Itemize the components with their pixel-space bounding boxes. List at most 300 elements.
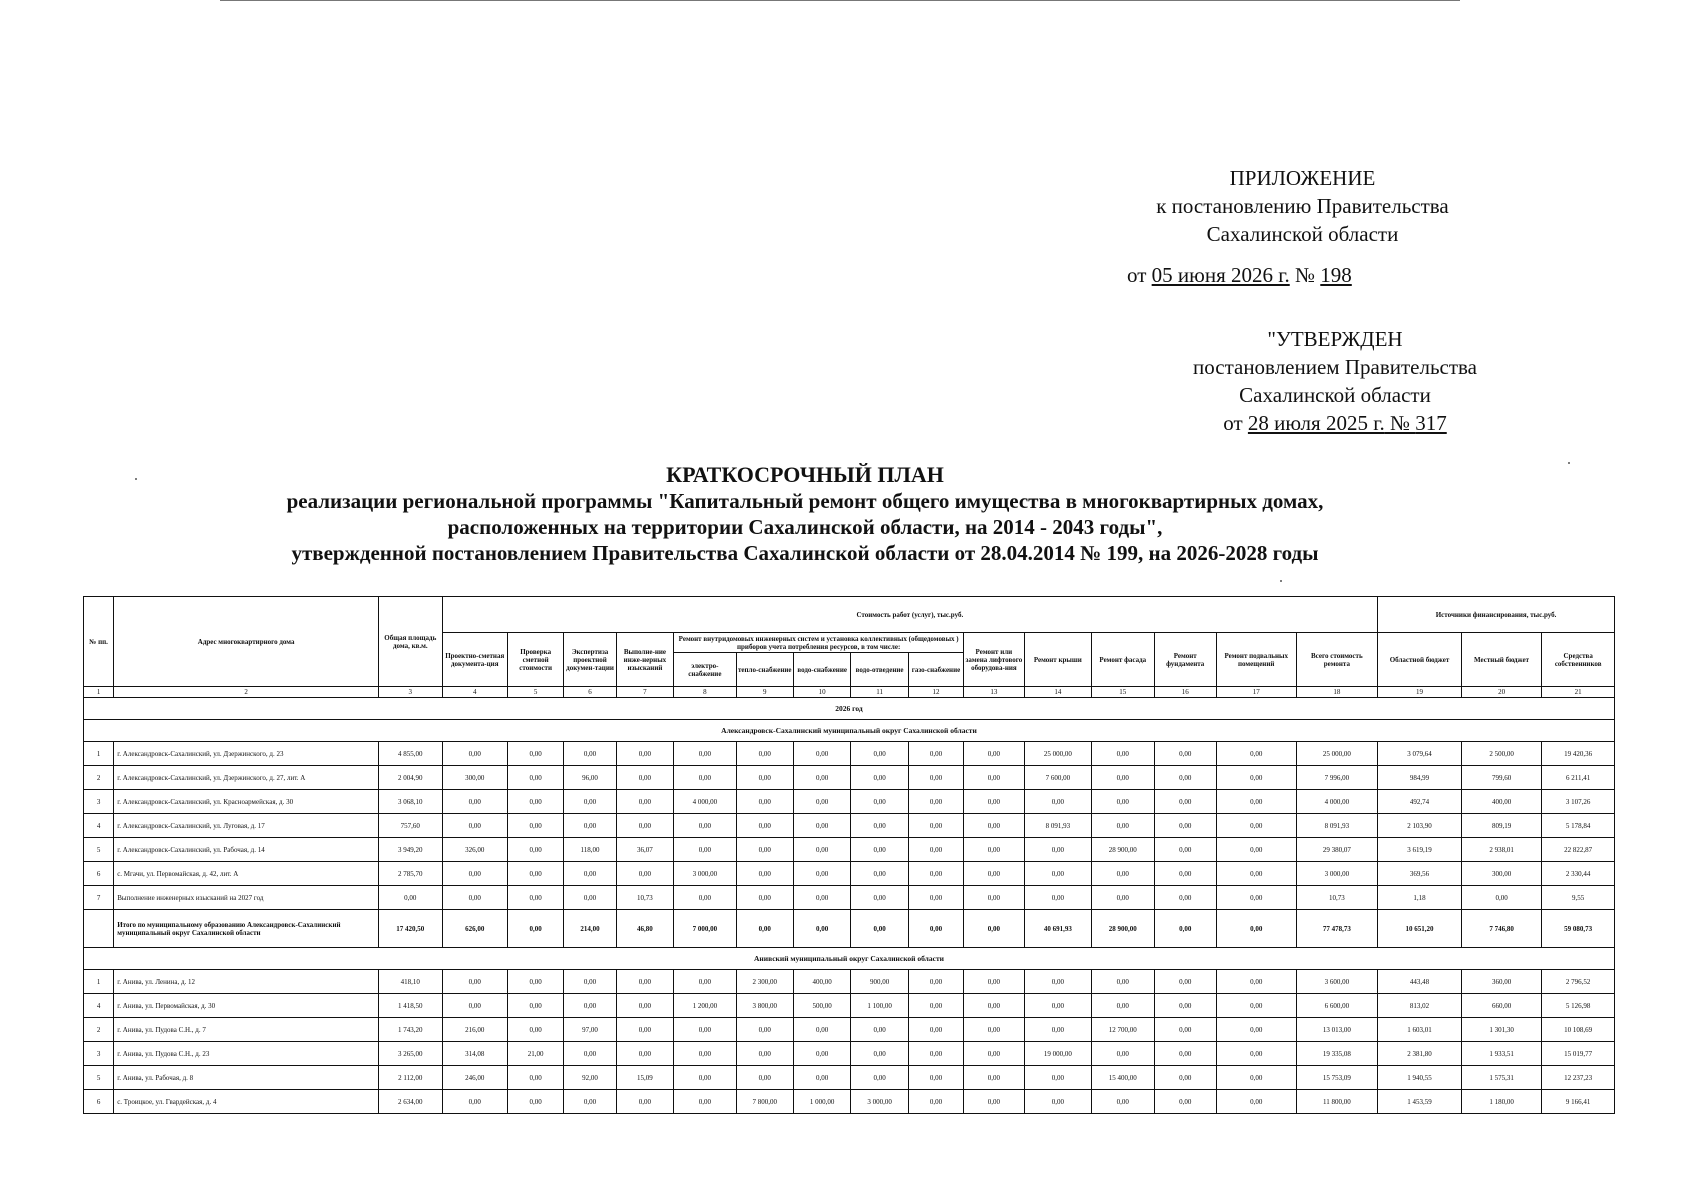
table-row	[84, 838, 1615, 862]
column-number: 14	[1024, 687, 1091, 698]
value-cell: 0,00	[1216, 1042, 1296, 1066]
header-gas: газо-снабжение	[908, 653, 963, 687]
header-design: Проектно-сметная документа-ция	[442, 633, 507, 687]
value-cell: 0,00	[564, 970, 616, 994]
value-cell: 1 000,00	[793, 1090, 850, 1114]
value-cell: 0,00	[564, 1042, 616, 1066]
value-cell: 0,00	[1216, 1090, 1296, 1114]
value-cell: 500,00	[793, 994, 850, 1018]
value-cell: 0,00	[1092, 742, 1154, 766]
column-number: 7	[616, 687, 673, 698]
value-cell	[84, 910, 114, 948]
year-heading-row	[84, 698, 1615, 720]
top-scan-border	[220, 0, 1460, 1]
appendix-line-2: к постановлению Правительства	[1156, 194, 1449, 218]
value-cell: 0,00	[1024, 1066, 1091, 1090]
value-cell: 0,00	[507, 994, 563, 1018]
value-cell: 15,09	[616, 1066, 673, 1090]
title-line-2: реализации региональной программы "Капитальный ремонт общего имущества в многоквартирных домах,	[286, 489, 1324, 513]
header-engineering-group: Ремонт внутридомовых инженерных систем и установка коллективных (общедомовых ) приборов учета потребления ресурсов, в том числе:	[674, 633, 964, 653]
value-cell: 21,00	[507, 1042, 563, 1066]
value-cell: 1 453,59	[1378, 1090, 1462, 1114]
value-cell: 0,00	[1024, 994, 1091, 1018]
value-cell: 0,00	[964, 790, 1024, 814]
table-row	[84, 766, 1615, 790]
value-cell: 5 126,98	[1542, 994, 1615, 1018]
value-cell: 7 600,00	[1024, 766, 1091, 790]
value-cell: 0,00	[793, 790, 850, 814]
value-cell: 0,00	[736, 814, 793, 838]
value-cell: 300,00	[442, 766, 507, 790]
column-number: 12	[908, 687, 963, 698]
column-number: 10	[793, 687, 850, 698]
value-cell: 0,00	[736, 886, 793, 910]
value-cell: 0,00	[1024, 862, 1091, 886]
value-cell: 19 335,08	[1296, 1042, 1378, 1066]
column-number: 21	[1542, 687, 1615, 698]
approved-date: 28 июля 2025 г.	[1247, 411, 1385, 435]
value-cell: 1 933,51	[1461, 1042, 1542, 1066]
value-cell: 19 000,00	[1024, 1042, 1091, 1066]
header-total-cost: Всего стоимость ремонта	[1296, 633, 1378, 687]
approved-line-3: Сахалинской области	[1239, 383, 1431, 407]
value-cell: 0,00	[736, 1042, 793, 1066]
value-cell: 9 166,41	[1542, 1090, 1615, 1114]
value-cell: 0,00	[908, 970, 963, 994]
appendix-heading: ПРИЛОЖЕНИЕ	[1229, 166, 1376, 190]
header-finance-group: Источники финансирования, тыс.руб.	[1378, 597, 1615, 633]
value-cell: 0,00	[507, 862, 563, 886]
value-cell: 0,00	[736, 862, 793, 886]
appendix-number: 198	[1320, 263, 1352, 287]
value-cell: 4	[84, 814, 114, 838]
value-cell: 0,00	[1092, 1042, 1154, 1066]
section-heading-aleksandrovsk: Александровск-Сахалинский муниципальный округ Сахалинской области	[84, 720, 1615, 742]
value-cell: 0,00	[1024, 790, 1091, 814]
column-number: 8	[674, 687, 736, 698]
value-cell: 0,00	[908, 1090, 963, 1114]
title-line-4: утвержденной постановлением Правительства Сахалинской области от 28.04.2014 № 199, на 2026-2028 годы	[291, 541, 1319, 565]
year-heading: 2026 год	[84, 698, 1615, 720]
appendix-block	[1085, 164, 1520, 248]
value-cell: 7	[84, 886, 114, 910]
title-line-3: расположенных на территории Сахалинской области, на 2014 - 2043 годы",	[447, 515, 1163, 539]
value-cell: 3 000,00	[1296, 862, 1378, 886]
table-row	[84, 1066, 1615, 1090]
value-cell: 0,00	[793, 814, 850, 838]
value-cell: 0,00	[1092, 814, 1154, 838]
address-cell: г. Александровск-Сахалинский, ул. Красноармейская, д. 30	[114, 790, 379, 814]
approved-block	[1140, 325, 1530, 437]
section-heading-aniva: Анивский муниципальный округ Сахалинской области	[84, 948, 1615, 970]
value-cell: 1 200,00	[674, 994, 736, 1018]
value-cell: 1 180,00	[1461, 1090, 1542, 1114]
value-cell: 0,00	[564, 886, 616, 910]
value-cell: 1	[84, 970, 114, 994]
value-cell: 0,00	[908, 766, 963, 790]
value-cell: 0,00	[1154, 1066, 1216, 1090]
value-cell: 0,00	[674, 766, 736, 790]
header-facade: Ремонт фасада	[1092, 633, 1154, 687]
value-cell: 0,00	[507, 742, 563, 766]
value-cell: 0,00	[507, 1066, 563, 1090]
value-cell: 12 700,00	[1092, 1018, 1154, 1042]
value-cell: 1	[84, 742, 114, 766]
total-row	[84, 910, 1615, 948]
section-heading-aniva-row	[84, 948, 1615, 970]
value-cell: 3 800,00	[736, 994, 793, 1018]
address-cell: с. Мгачи, ул. Первомайская, д. 42, лит. А	[114, 862, 379, 886]
value-cell: 3 600,00	[1296, 970, 1378, 994]
value-cell: 0,00	[851, 910, 908, 948]
value-cell: 0,00	[379, 886, 442, 910]
value-cell: 3 619,19	[1378, 838, 1462, 862]
value-cell: 0,00	[442, 994, 507, 1018]
value-cell: 300,00	[1461, 862, 1542, 886]
value-cell: 0,00	[793, 1066, 850, 1090]
value-cell: 0,00	[1461, 886, 1542, 910]
value-cell: 0,00	[964, 1090, 1024, 1114]
table-row	[84, 886, 1615, 910]
value-cell: 0,00	[564, 1090, 616, 1114]
document-title	[130, 462, 1480, 566]
appendix-date-line	[1127, 263, 1352, 288]
header-sewer: водо-отведение	[851, 653, 908, 687]
value-cell: 0,00	[964, 886, 1024, 910]
value-cell: 0,00	[1216, 790, 1296, 814]
column-number: 11	[851, 687, 908, 698]
value-cell: 0,00	[1024, 970, 1091, 994]
appendix-number-prefix: №	[1289, 263, 1321, 287]
value-cell: 0,00	[964, 838, 1024, 862]
value-cell: 216,00	[442, 1018, 507, 1042]
value-cell: 0,00	[507, 1090, 563, 1114]
value-cell: 0,00	[1154, 1090, 1216, 1114]
value-cell: 0,00	[616, 814, 673, 838]
value-cell: 0,00	[851, 790, 908, 814]
header-area: Общая площадь дома, кв.м.	[379, 597, 442, 687]
value-cell: 6 211,41	[1542, 766, 1615, 790]
table-row	[84, 1090, 1615, 1114]
header-num: № пп.	[84, 597, 114, 687]
value-cell: 3 068,10	[379, 790, 442, 814]
column-number: 4	[442, 687, 507, 698]
value-cell: 0,00	[507, 970, 563, 994]
value-cell: 0,00	[616, 970, 673, 994]
value-cell: 5	[84, 838, 114, 862]
value-cell: 492,74	[1378, 790, 1462, 814]
value-cell: 0,00	[964, 1042, 1024, 1066]
value-cell: 0,00	[1154, 862, 1216, 886]
value-cell: 0,00	[507, 814, 563, 838]
value-cell: 0,00	[1024, 886, 1091, 910]
value-cell: 2 785,70	[379, 862, 442, 886]
value-cell: 0,00	[507, 790, 563, 814]
plan-table	[83, 596, 1615, 1114]
value-cell: 0,00	[674, 1066, 736, 1090]
approved-date-prefix: от	[1223, 411, 1248, 435]
table-row	[84, 994, 1615, 1018]
value-cell: 19 420,36	[1542, 742, 1615, 766]
value-cell: 0,00	[851, 1042, 908, 1066]
value-cell: 0,00	[964, 970, 1024, 994]
value-cell: 0,00	[736, 766, 793, 790]
value-cell: 2 103,90	[1378, 814, 1462, 838]
value-cell: 0,00	[442, 970, 507, 994]
address-cell: г. Анива, ул. Пудова С.Н., д. 23	[114, 1042, 379, 1066]
value-cell: 813,02	[1378, 994, 1462, 1018]
value-cell: 11 800,00	[1296, 1090, 1378, 1114]
value-cell: 0,00	[908, 862, 963, 886]
value-cell: 92,00	[564, 1066, 616, 1090]
value-cell: 626,00	[442, 910, 507, 948]
value-cell: 1 418,50	[379, 994, 442, 1018]
address-cell: г. Анива, ул. Первомайская, д. 30	[114, 994, 379, 1018]
value-cell: 8 091,93	[1024, 814, 1091, 838]
header-water: водо-снабжение	[793, 653, 850, 687]
value-cell: 1 575,31	[1461, 1066, 1542, 1090]
value-cell: 97,00	[564, 1018, 616, 1042]
value-cell: 0,00	[507, 910, 563, 948]
value-cell: 0,00	[564, 790, 616, 814]
table-row	[84, 814, 1615, 838]
value-cell: 0,00	[964, 742, 1024, 766]
value-cell: 0,00	[964, 814, 1024, 838]
header-surveys: Выполне-ние инже-нерных изысканий	[616, 633, 673, 687]
table-row	[84, 970, 1615, 994]
address-cell: г. Анива, ул. Ленина, д. 12	[114, 970, 379, 994]
address-cell: г. Александровск-Сахалинский, ул. Луговая, д. 17	[114, 814, 379, 838]
value-cell: 0,00	[1154, 970, 1216, 994]
value-cell: 0,00	[1216, 1066, 1296, 1090]
value-cell: 799,60	[1461, 766, 1542, 790]
value-cell: 1 603,01	[1378, 1018, 1462, 1042]
value-cell: 0,00	[793, 766, 850, 790]
value-cell: 2	[84, 1018, 114, 1042]
value-cell: 0,00	[964, 1018, 1024, 1042]
value-cell: 5	[84, 1066, 114, 1090]
value-cell: 0,00	[736, 790, 793, 814]
value-cell: 96,00	[564, 766, 616, 790]
value-cell: 28 900,00	[1092, 910, 1154, 948]
column-number: 13	[964, 687, 1024, 698]
value-cell: 0,00	[616, 790, 673, 814]
plan-table-body	[84, 698, 1615, 1114]
value-cell: 3	[84, 790, 114, 814]
value-cell: 10,73	[616, 886, 673, 910]
value-cell: 5 178,84	[1542, 814, 1615, 838]
value-cell: 0,00	[507, 886, 563, 910]
approved-number-prefix: №	[1384, 411, 1416, 435]
value-cell: 0,00	[851, 1066, 908, 1090]
value-cell: 3 079,64	[1378, 742, 1462, 766]
value-cell: 7 800,00	[736, 1090, 793, 1114]
value-cell: 10,73	[1296, 886, 1378, 910]
value-cell: 0,00	[851, 1018, 908, 1042]
value-cell: 15 753,09	[1296, 1066, 1378, 1090]
value-cell: 0,00	[1216, 766, 1296, 790]
value-cell: 0,00	[442, 1090, 507, 1114]
header-foundation: Ремонт фундамента	[1154, 633, 1216, 687]
column-number: 6	[564, 687, 616, 698]
value-cell: 0,00	[908, 790, 963, 814]
value-cell: 0,00	[674, 742, 736, 766]
value-cell: 3 265,00	[379, 1042, 442, 1066]
value-cell: 0,00	[1154, 766, 1216, 790]
value-cell: 28 900,00	[1092, 838, 1154, 862]
approved-date-line	[1140, 409, 1530, 437]
value-cell: 0,00	[736, 742, 793, 766]
header-electric: электро-снабжение	[674, 653, 736, 687]
value-cell: 0,00	[1216, 814, 1296, 838]
value-cell: 0,00	[851, 766, 908, 790]
table-row	[84, 790, 1615, 814]
value-cell: 0,00	[851, 742, 908, 766]
scan-speck	[1568, 462, 1570, 464]
column-numbers-row	[84, 687, 1615, 698]
value-cell: 29 380,07	[1296, 838, 1378, 862]
value-cell: 118,00	[564, 838, 616, 862]
value-cell: 2 381,80	[1378, 1042, 1462, 1066]
value-cell: 400,00	[793, 970, 850, 994]
value-cell: 0,00	[908, 1018, 963, 1042]
column-number: 17	[1216, 687, 1296, 698]
value-cell: 0,00	[674, 838, 736, 862]
value-cell: 1,18	[1378, 886, 1462, 910]
value-cell: 0,00	[1216, 742, 1296, 766]
value-cell: 0,00	[964, 994, 1024, 1018]
column-number: 20	[1461, 687, 1542, 698]
value-cell: 0,00	[1024, 1090, 1091, 1114]
value-cell: 4	[84, 994, 114, 1018]
value-cell: 0,00	[442, 886, 507, 910]
value-cell: 0,00	[964, 910, 1024, 948]
appendix-line-3: Сахалинской области	[1206, 222, 1399, 246]
value-cell: 0,00	[793, 1018, 850, 1042]
value-cell: 2 300,00	[736, 970, 793, 994]
value-cell: 0,00	[507, 766, 563, 790]
value-cell: 0,00	[1092, 970, 1154, 994]
value-cell: 0,00	[1216, 1018, 1296, 1042]
value-cell: 0,00	[674, 1018, 736, 1042]
column-number: 5	[507, 687, 563, 698]
value-cell: 3 949,20	[379, 838, 442, 862]
value-cell: 214,00	[564, 910, 616, 948]
column-number: 1	[84, 687, 114, 698]
value-cell: 46,80	[616, 910, 673, 948]
value-cell: 0,00	[1216, 910, 1296, 948]
value-cell: 660,00	[1461, 994, 1542, 1018]
column-number: 9	[736, 687, 793, 698]
value-cell: 17 420,50	[379, 910, 442, 948]
value-cell: 0,00	[1154, 1042, 1216, 1066]
value-cell: 22 822,87	[1542, 838, 1615, 862]
value-cell: 0,00	[1216, 994, 1296, 1018]
value-cell: 0,00	[616, 1018, 673, 1042]
section-heading-aleksandrovsk-row	[84, 720, 1615, 742]
value-cell: 0,00	[793, 838, 850, 862]
header-basement: Ремонт подвальных помещений	[1216, 633, 1296, 687]
value-cell: 809,19	[1461, 814, 1542, 838]
value-cell: 0,00	[908, 886, 963, 910]
value-cell: 418,10	[379, 970, 442, 994]
column-number: 3	[379, 687, 442, 698]
address-cell: с. Троицкое, ул. Гвардейская, д. 4	[114, 1090, 379, 1114]
value-cell: 400,00	[1461, 790, 1542, 814]
value-cell: 40 691,93	[1024, 910, 1091, 948]
value-cell: 6 600,00	[1296, 994, 1378, 1018]
value-cell: 0,00	[442, 862, 507, 886]
address-cell: г. Анива, ул. Пудова С.Н., д. 7	[114, 1018, 379, 1042]
address-cell: г. Александровск-Сахалинский, ул. Рабочая, д. 14	[114, 838, 379, 862]
value-cell: 360,00	[1461, 970, 1542, 994]
value-cell: 0,00	[793, 1042, 850, 1066]
value-cell: 2 112,00	[379, 1066, 442, 1090]
value-cell: 0,00	[908, 838, 963, 862]
value-cell: 12 237,23	[1542, 1066, 1615, 1090]
header-check: Проверка сметной стоимости	[507, 633, 563, 687]
value-cell: 369,56	[1378, 862, 1462, 886]
value-cell: 0,00	[564, 742, 616, 766]
value-cell: 9,55	[1542, 886, 1615, 910]
column-number: 18	[1296, 687, 1378, 698]
value-cell: 0,00	[1216, 862, 1296, 886]
column-number: 15	[1092, 687, 1154, 698]
table-row	[84, 862, 1615, 886]
value-cell: 0,00	[674, 970, 736, 994]
table-row	[84, 742, 1615, 766]
value-cell: 1 940,55	[1378, 1066, 1462, 1090]
value-cell: 3 000,00	[851, 1090, 908, 1114]
value-cell: 0,00	[1154, 814, 1216, 838]
header-regional: Областной бюджет	[1378, 633, 1462, 687]
value-cell: 25 000,00	[1296, 742, 1378, 766]
value-cell: 0,00	[1092, 1090, 1154, 1114]
value-cell: 2 938,01	[1461, 838, 1542, 862]
value-cell: 0,00	[674, 1042, 736, 1066]
address-cell: г. Александровск-Сахалинский, ул. Дзержинского, д. 27, лит. А	[114, 766, 379, 790]
value-cell: 2 634,00	[379, 1090, 442, 1114]
header-heat: тепло-снабжение	[736, 653, 793, 687]
value-cell: 0,00	[908, 1042, 963, 1066]
address-cell: Выполнение инженерных изысканий на 2027 год	[114, 886, 379, 910]
value-cell: 0,00	[1154, 742, 1216, 766]
value-cell: 0,00	[908, 814, 963, 838]
header-cost-group: Стоимость работ (услуг), тыс.руб.	[442, 597, 1378, 633]
value-cell: 0,00	[1216, 838, 1296, 862]
value-cell: 36,07	[616, 838, 673, 862]
value-cell: 0,00	[1092, 766, 1154, 790]
value-cell: 7 000,00	[674, 910, 736, 948]
value-cell: 0,00	[736, 1018, 793, 1042]
value-cell: 2 004,90	[379, 766, 442, 790]
value-cell: 25 000,00	[1024, 742, 1091, 766]
value-cell: 0,00	[964, 1066, 1024, 1090]
title-main: КРАТКОСРОЧНЫЙ ПЛАН	[666, 462, 944, 487]
appendix-date: 05 июня 2026 г.	[1151, 263, 1290, 287]
value-cell: 4 000,00	[1296, 790, 1378, 814]
address-cell: г. Анива, ул. Рабочая, д. 8	[114, 1066, 379, 1090]
value-cell: 0,00	[1092, 862, 1154, 886]
value-cell: 0,00	[616, 994, 673, 1018]
value-cell: 0,00	[616, 742, 673, 766]
value-cell: 0,00	[851, 838, 908, 862]
scan-speck	[1280, 580, 1282, 582]
value-cell: 0,00	[1154, 790, 1216, 814]
value-cell: 7 746,80	[1461, 910, 1542, 948]
value-cell: 2 330,44	[1542, 862, 1615, 886]
value-cell: 0,00	[674, 1090, 736, 1114]
